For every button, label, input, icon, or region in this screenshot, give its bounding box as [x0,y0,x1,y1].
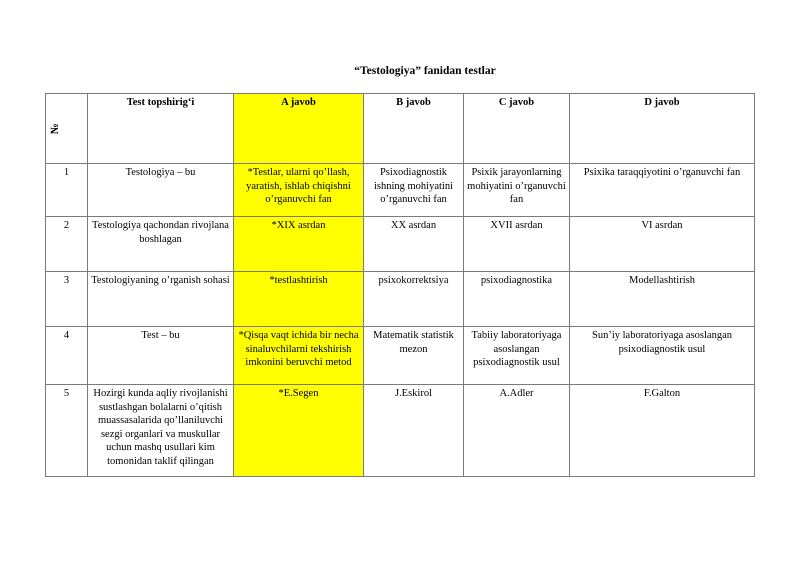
task-cell: Test – bu [88,327,234,385]
test-table [45,93,755,477]
answer-b-cell: psixokorrektsiya [364,272,464,327]
answer-d-cell: VI asrdan [570,217,755,272]
answer-a-cell: *E.Segen [234,385,364,477]
answer-c-cell: Tabiiy laboratoriyaga asoslangan psixodiagnostik usul [464,327,570,385]
header-answer-d: D javob [570,94,755,164]
table-row [46,327,755,385]
answer-c-cell: psixodiagnostika [464,272,570,327]
answer-c-cell: A.Adler [464,385,570,477]
answer-d-cell: Psixika taraqqiyotini o’rganuvchi fan [570,164,755,217]
task-cell: Testologiya qachondan rivojlana boshlagan [88,217,234,272]
task-cell: Hozirgi kunda aqliy rivojlanishi sustlashgan bolalarni o’qitish muassasalarida qo’llaniluvchi sezgi organlari va muskullar uchun mashq usullari kim tomonidan taklif qilingan [88,385,234,477]
row-number: 4 [46,327,88,385]
table-row [46,385,755,477]
answer-a-cell: *Testlar, ularni qo’llash, yaratish, ishlab chiqishni o’rganuvchi fan [234,164,364,217]
table-header-row [46,94,755,164]
answer-b-cell: XX asrdan [364,217,464,272]
header-answer-b: B javob [364,94,464,164]
table-row [46,272,755,327]
task-cell: Testologiyaning o’rganish sohasi [88,272,234,327]
header-task: Test topshirig‘i [88,94,234,164]
answer-b-cell: Psixodiagnostik ishning mohiyatini o’rganuvchi fan [364,164,464,217]
task-cell: Testologiya – bu [88,164,234,217]
answer-a-cell: *testlashtirish [234,272,364,327]
answer-a-cell: *XIX asrdan [234,217,364,272]
row-number: 3 [46,272,88,327]
header-number-label: № [48,123,61,135]
row-number: 2 [46,217,88,272]
document-title: “Testologiya” fanidan testlar [354,65,496,77]
header-answer-a: A javob [234,94,364,164]
answer-d-cell: Sun’iy laboratoriyaga asoslangan psixodiagnostik usul [570,327,755,385]
answer-d-cell: Modellashtirish [570,272,755,327]
answer-c-cell: Psixik jarayonlarning mohiyatini o’rganuvchi fan [464,164,570,217]
answer-d-cell: F.Galton [570,385,755,477]
header-number [46,94,88,164]
table-row [46,164,755,217]
answer-b-cell: J.Eskirol [364,385,464,477]
row-number: 1 [46,164,88,217]
table-row [46,217,755,272]
row-number: 5 [46,385,88,477]
answer-a-cell: *Qisqa vaqt ichida bir necha sinaluvchilarni tekshirish imkonini beruvchi metod [234,327,364,385]
header-answer-c: C javob [464,94,570,164]
answer-b-cell: Matematik statistik mezon [364,327,464,385]
answer-c-cell: XVII asrdan [464,217,570,272]
